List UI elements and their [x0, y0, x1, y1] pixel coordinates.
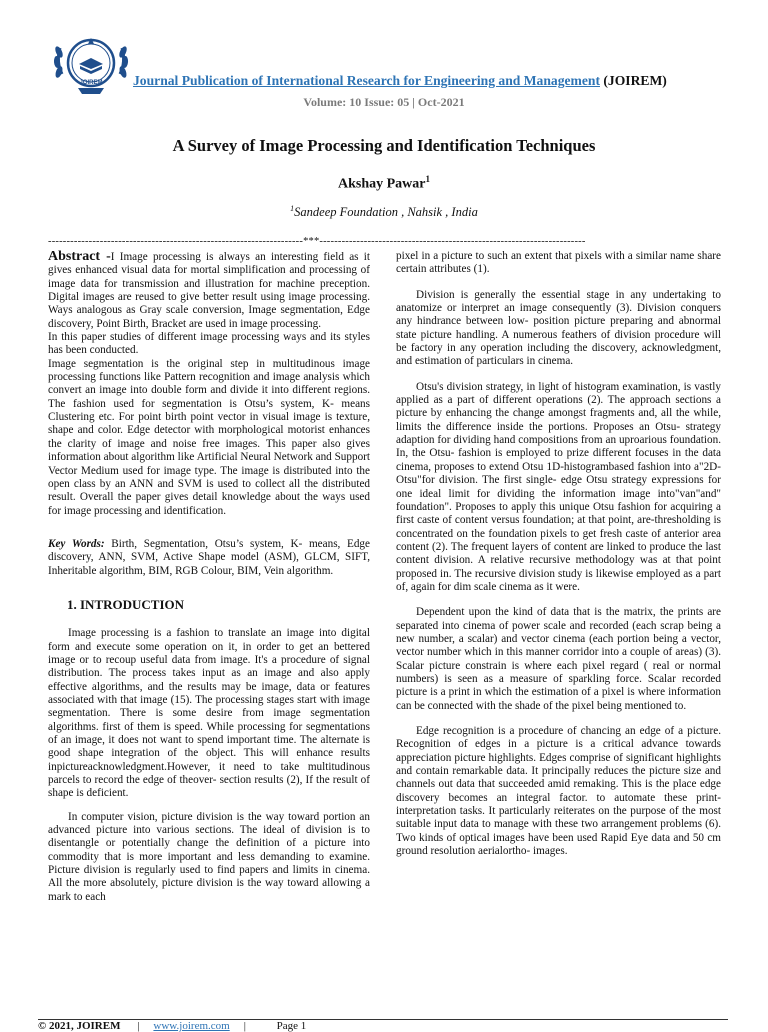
left-column	[48, 250, 370, 914]
joirem-logo	[50, 22, 132, 104]
abstract-paragraph-1	[48, 250, 370, 331]
affiliation: Sandeep Foundation , Nahsik , India	[294, 205, 478, 220]
affiliation-line	[0, 204, 768, 220]
abstract-text-1: I Image processing is always an interesting field as it gives enhanced visual data for mortal simplification and processing of image data for transmission and illustration for machine preception. Digital images are reused to give better result using image processing. Ways analogous as Gray scale conversion, Image segmentation, Edge discovery, Point Birth, Bracket are used in image processing.	[48, 251, 370, 330]
journal-abbreviation: (JOIREM)	[603, 73, 667, 88]
footer-website-link[interactable]: www.joirem.com	[153, 1020, 230, 1032]
author-name: Akshay Pawar	[337, 176, 426, 192]
journal-header	[133, 73, 667, 89]
right-paragraph-4: Dependent upon the kind of data that is the matrix, the prints are separated into cinema of power scale and recorded (each scrap being a new number, a scalar) and vector cinema (each portion being a vector, vector number which in this manner corridor into a couple of areas) (3). Scalar picture constrain is where each pixel regard ( real or normal numbers) is seen as a measure of sparkling force. Scalar recorded picture is a print in which the estimation of a pixel is where information can be connected with the shade of the pixel being mentioned to.	[396, 606, 721, 712]
footer-copyright: © 2021, JOIREM	[38, 1020, 121, 1032]
author-sup: 1	[425, 174, 430, 184]
right-column	[396, 250, 721, 870]
footer-pipe-open: |	[137, 1020, 140, 1032]
footer-link-wrapper	[137, 1020, 260, 1032]
abstract-paragraph-3: Image segmentation is the original step in multitudinous image processing functions like Pattern recognition and image analysis which convert an image into double form and divide it into different regions. The fashion used for segmentation is Otsu’s system, K- means Clustering etc. For point birth point vector in visual image is texture, shape and color. Edge detector with morphological motorist enhances the clarity of image and noise free images. This paper also gives information about algorithm like Artificial Neural Network and Support Vector Medium used for image type. The image is distributed into the open class by an ANN and SVM is used to collect all the distributed result. Overall the paper gives detail knowledge about the ways used for image processing and identification.	[48, 357, 370, 517]
keywords-paragraph	[48, 538, 370, 578]
logo-text: JOIREM	[79, 80, 103, 86]
footer-pipe-close: |	[243, 1020, 246, 1032]
keywords-colon: :	[100, 537, 105, 550]
section-divider: ---------------------------------------------------------------------***------------------------------------------------------------------------	[48, 236, 586, 247]
right-paragraph-1: pixel in a picture to such an extent that pixels with a similar name share certain attributes (1).	[396, 250, 721, 276]
introduction-heading: 1. INTRODUCTION	[67, 596, 185, 612]
abstract-paragraph-2: In this paper studies of different image processing ways and its styles has been conducted.	[48, 331, 370, 357]
abstract-heading: Abstract -	[48, 249, 111, 264]
right-paragraph-2: Division is generally the essential stage in any undertaking to anatomize or interpret an image consequently (3). Division conquers any hindrance between low- position picture preparing and abnormal state picture handling. A numerous feathers of division procedure will be factory in any operation including the discovery, acknowledgment, and estimation of particulars in cinema.	[396, 288, 721, 368]
right-paragraph-3: Otsu's division strategy, in light of histogram examination, is vastly applied as a part of different operations (2). The approach sections a picture by enhancing the change amongst fragments and, all the while, limits the difference inside the portions. Proposes an Otsu- strategy adaption for dividing hand compositions from an uproarious foundation. In, the Otsu- fashion is employed to prize different focuses in the data cinema, proposes to extend Otsu 1D-histogrambased fashion into a"2D-Otsu"for division. The first single- edge Otsu strategy expressions for one ideal limit for dividing the information image into"van"and" foundation". Proposes to apply this unique Otsu fashion for acquiring a first caste of content versus foundation; at that point, are-thresholding is concentrated on the foundation pixels to get fresh caste of anterior area content (2). The frequent layers of content are linked to produce the last content division. A relative recursive methodology was at that point proposed in. The recursive division study is likewise employed as a part of, again for dim scale cinema as it were.	[396, 380, 721, 593]
footer-page-number: Page 1	[276, 1020, 307, 1032]
journal-name-link[interactable]: Journal Publication of International Research for Engineering and Management	[133, 73, 600, 88]
intro-paragraph-2: In computer vision, picture division is the way toward portion an advanced picture into various sections. The ideal of division is to disentangle or potentially change the definition of a picture into commodity that is more important and less demanding to examine. Picture division is regularly used to find papers and limits in cinema. All the more absolutely, picture division is the way toward allowing a mark to each	[48, 810, 370, 903]
paper-title: A Survey of Image Processing and Identification Techniques	[172, 136, 596, 155]
keywords-text: Birth, Segmentation, Otsu’s system, K- means, Edge discovery, ANN, SVM, Active Shape model (ASM), GLCM, SIFT, Inheritable algorithm, BIM, RGB Colour, BIM, Vein algorithm.	[48, 537, 370, 577]
right-paragraph-5: Edge recognition is a procedure of chancing an edge of a picture. Recognition of edges in a picture is a critical advance towards appreciation picture highlights. Edges comprise of significant highlights and contain remarkable data. It principally reduces the picture size and channels out data that succeeded amid remaking. This is the place edge discovery becomes an integral factor. to automate these print- interpretation tasks. It particularly reiterates on the purpose of the most suitable input data to manage with these two arrangement problems (6). Two kinds of optical images have been used Rapid Eye data and 50 cm ground resolution aerialortho- images.	[396, 725, 721, 858]
volume-line: Volume: 10 Issue: 05 | Oct-2021	[303, 95, 465, 109]
footer	[38, 1020, 320, 1032]
keywords-label: Key Words	[48, 537, 101, 550]
affiliation-sup: 1	[290, 204, 295, 213]
intro-paragraph-1: Image processing is a fashion to translate an image into digital form and execute some operation on it, in order to get an bettered image or to recoup useful data from image. It's a procedure of signal distribution. The process takes input as an image and also apply effective algorithms, and the results may be image, data or features associated with that image (15). The processing stages start with image segmentation. There is some desire from image segmentation algorithms. first of them is speed. While processing for segmentations of an image, it does not want to spend important time. The alternate is good shape integration of the object. This will enhance results inpictureacknowledgment.However, it need to take multitudinous parcels to record the edge of theover- section results (2), If the result of shape is deficient.	[48, 627, 370, 800]
author-line	[0, 174, 768, 193]
